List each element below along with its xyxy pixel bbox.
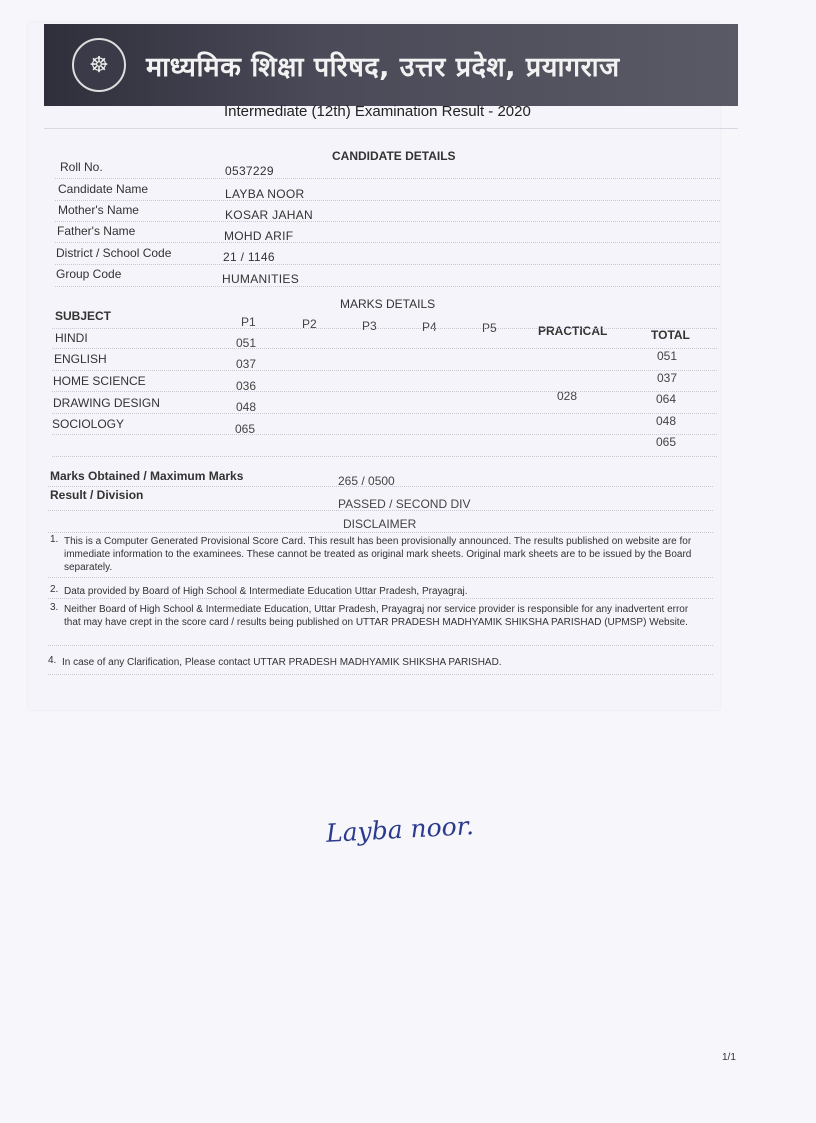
- candidate-name-value: LAYBA NOOR: [225, 187, 305, 201]
- col-p4: P4: [422, 320, 437, 334]
- hindi-p1: 051: [236, 336, 257, 350]
- subject-home-science: HOME SCIENCE: [53, 374, 146, 388]
- roll-no-value: 0537229: [225, 164, 274, 178]
- practical-1: 028: [557, 389, 578, 403]
- col-subject: SUBJECT: [55, 309, 112, 323]
- result-division-value: PASSED / SECOND DIV: [338, 497, 471, 511]
- disclaimer-item-4: In case of any Clarification, Please contact UTTAR PRADESH MADHYAMIK SHIKSHA PARISHAD.: [62, 657, 502, 668]
- disclaimer-item-2-num: 2.: [50, 584, 59, 595]
- marks-obtained-value: 265 / 0500: [338, 474, 395, 488]
- page-number: 1/1: [722, 1052, 736, 1063]
- mothers-name-value: KOSAR JAHAN: [225, 208, 313, 222]
- col-practical: PRACTICAL: [538, 324, 608, 338]
- subject-english: ENGLISH: [54, 352, 107, 366]
- disclaimer-item-1-num: 1.: [50, 534, 59, 545]
- home-science-p1: 036: [236, 379, 257, 393]
- total-2: 037: [657, 371, 678, 385]
- fathers-name-label: Father's Name: [57, 224, 136, 238]
- exam-title: Intermediate (12th) Examination Result - 2020: [224, 103, 531, 120]
- district-school-code-label: District / School Code: [56, 246, 172, 260]
- board-banner: [44, 24, 738, 106]
- up-government-emblem-icon: ☸: [72, 38, 126, 92]
- col-total: TOTAL: [651, 328, 690, 342]
- total-5: 065: [656, 435, 677, 449]
- col-p5: P5: [482, 321, 497, 335]
- col-p3: P3: [362, 319, 377, 333]
- subject-hindi: HINDI: [55, 331, 88, 345]
- district-school-code-value: 21 / 1146: [223, 250, 275, 264]
- subject-drawing-design: DRAWING DESIGN: [53, 396, 160, 410]
- marks-obtained-label: Marks Obtained / Maximum Marks: [50, 469, 244, 483]
- marks-details-heading: MARKS DETAILS: [340, 297, 436, 311]
- disclaimer-item-3: Neither Board of High School & Intermediate Education, Uttar Pradesh, Prayagraj nor service provider is responsible for any inadvertent error that may have crept in the score card / results being published on UTTAR PRADESH MADHYAMIK SHIKSHA PARISHAD (UPMSP) Website.: [64, 604, 689, 628]
- fathers-name-value: MOHD ARIF: [224, 229, 294, 243]
- col-p1: P1: [241, 315, 256, 329]
- roll-no-label: Roll No.: [60, 160, 103, 174]
- handwritten-signature: Layba noor.: [325, 811, 475, 848]
- total-4: 048: [656, 414, 677, 428]
- result-division-label: Result / Division: [50, 488, 144, 502]
- candidate-details-heading: CANDIDATE DETAILS: [332, 149, 456, 163]
- sociology-p1: 065: [235, 422, 256, 436]
- col-p2: P2: [302, 317, 317, 331]
- total-3: 064: [656, 392, 677, 406]
- group-code-value: HUMANITIES: [222, 272, 300, 286]
- group-code-label: Group Code: [56, 267, 122, 281]
- disclaimer-item-1: This is a Computer Generated Provisional Score Card. This result has been provisionally announced. The results published on website are for immediate information to the examinees. These cannot be treated as original mark sheets. Original mark sheets are to be issued by the Board separately.: [64, 536, 692, 573]
- total-1: 051: [657, 349, 678, 363]
- disclaimer-item-4-num: 4.: [48, 655, 57, 666]
- english-p1: 037: [236, 357, 257, 371]
- mothers-name-label: Mother's Name: [58, 203, 139, 217]
- subject-sociology: SOCIOLOGY: [52, 417, 125, 431]
- disclaimer-item-3-num: 3.: [50, 602, 59, 613]
- board-title: माध्यमिक शिक्षा परिषद, उत्तर प्रदेश, प्रयागराज: [146, 51, 620, 83]
- disclaimer-heading: DISCLAIMER: [343, 517, 417, 531]
- disclaimer-item-2: Data provided by Board of High School & Intermediate Education Uttar Pradesh, Prayagraj.: [64, 586, 468, 597]
- drawing-design-p1: 048: [236, 400, 257, 414]
- candidate-name-label: Candidate Name: [58, 182, 149, 196]
